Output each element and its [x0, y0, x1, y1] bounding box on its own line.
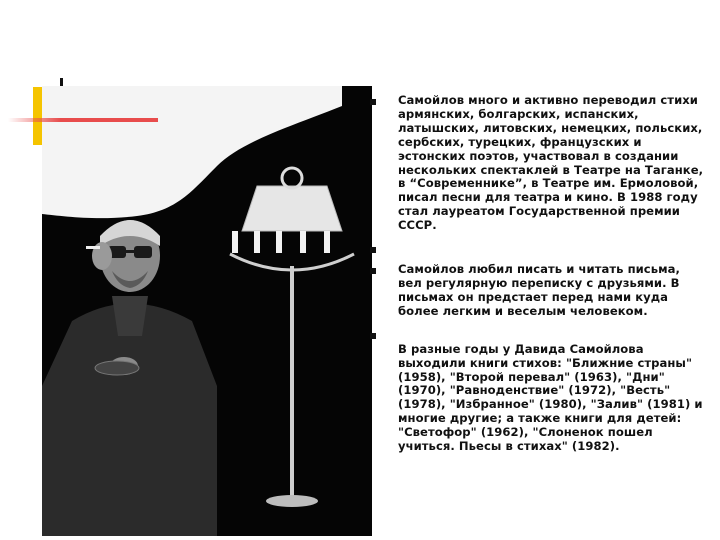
bullet-square-icon: [370, 99, 376, 105]
bullet-square-icon: [370, 268, 376, 274]
list-item: [366, 94, 706, 233]
paragraph-books: В разные годы у Давида Самойлова выходили книги стихов: "Ближние страны" (1958), "Второй перевал" (1963), "Дни" (1970), "Равноденствие" (1972), "Весть" (1978), "Избранное" (1980), "Залив" (1981) и многие другие; а также книги для детей: "Светофор" (1962), "Слоненок пошел учиться. Пьесы в стихах" (1982).: [398, 341, 703, 454]
list-item-empty: [366, 245, 706, 255]
photo-illustration: [42, 86, 372, 536]
list-item: [366, 263, 706, 319]
paragraph-letters: Самойлов любил писать и читать письма, вел регулярную переписку с друзьями. В письмах он предстает перед нами куда более легким и веселым человеком.: [398, 262, 680, 318]
portrait-photo: [42, 86, 372, 536]
paragraph-translations: Самойлов много и активно переводил стихи армянских, болгарских, испанских, латышских, литовских, немецких, польских, сербских, турецких, французских и эстонских поэтов, участвовал в создании нескольких спектаклей в Театре на Таганке, в “Современнике”, в Театре им. Ермоловой, писал песни для театра и кино. В 1988 году стал лауреатом Государственной премии СССР.: [398, 93, 704, 233]
bullet-square-icon: [370, 333, 376, 339]
decorative-red-line: [8, 118, 158, 122]
bullet-list: [366, 88, 706, 454]
list-item: [366, 333, 706, 454]
bullet-square-icon: [370, 247, 376, 253]
